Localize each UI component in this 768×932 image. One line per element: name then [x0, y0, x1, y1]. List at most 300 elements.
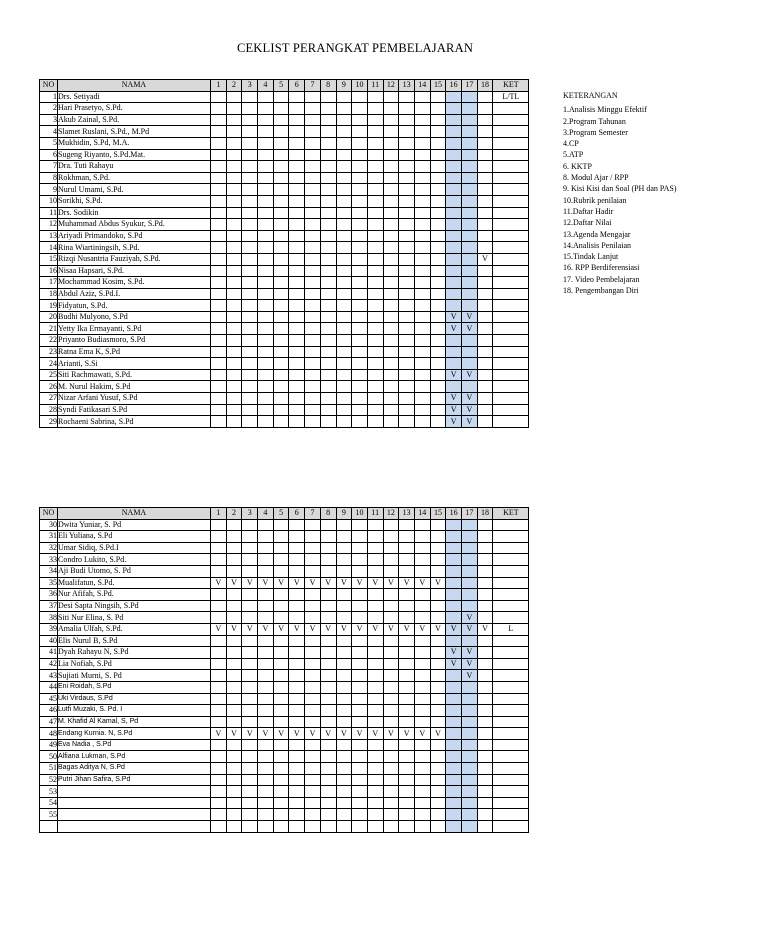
check-cell: [336, 797, 352, 809]
check-cell: [226, 647, 242, 659]
check-cell: [258, 774, 274, 786]
check-cell: [430, 230, 446, 242]
check-cell: [352, 681, 368, 693]
table-row: [40, 335, 529, 347]
check-cell: [414, 253, 430, 265]
check-cell: [430, 219, 446, 231]
col-header-2: 2: [226, 80, 242, 92]
col-header-5: 5: [273, 80, 289, 92]
check-cell: [289, 763, 305, 775]
check-cell: [462, 635, 478, 647]
check-cell: [414, 230, 430, 242]
check-mark: V: [462, 670, 478, 682]
ket-cell: [493, 288, 529, 300]
check-cell: [289, 809, 305, 821]
check-cell: [430, 821, 446, 833]
check-cell: [336, 393, 352, 405]
check-cell: [336, 346, 352, 358]
check-cell: [430, 207, 446, 219]
check-cell: [446, 739, 462, 751]
check-cell: [226, 346, 242, 358]
table-row: [40, 207, 529, 219]
check-cell: [258, 797, 274, 809]
check-cell: [336, 751, 352, 763]
check-cell: [211, 346, 227, 358]
check-cell: [336, 416, 352, 428]
check-cell: [367, 103, 383, 115]
teacher-name: Yetty Ika Ermayanti, S.Pd: [58, 323, 211, 335]
check-cell: [289, 693, 305, 705]
check-cell: [352, 416, 368, 428]
check-cell: [399, 763, 415, 775]
ket-cell: [493, 230, 529, 242]
check-cell: [446, 600, 462, 612]
col-header-4: 4: [258, 80, 274, 92]
check-cell: [289, 161, 305, 173]
check-cell: [352, 612, 368, 624]
check-cell: [336, 589, 352, 601]
check-mark: V: [399, 623, 415, 635]
check-cell: [399, 358, 415, 370]
check-cell: [414, 172, 430, 184]
check-cell: [446, 531, 462, 543]
check-cell: [367, 126, 383, 138]
check-mark: V: [336, 728, 352, 740]
check-cell: [336, 658, 352, 670]
check-cell: [336, 311, 352, 323]
check-cell: [336, 647, 352, 659]
check-mark: V: [446, 416, 462, 428]
check-cell: [289, 149, 305, 161]
check-cell: [289, 323, 305, 335]
check-cell: [258, 323, 274, 335]
check-mark: V: [242, 623, 258, 635]
ket-cell: [493, 195, 529, 207]
check-cell: [414, 600, 430, 612]
check-cell: [352, 126, 368, 138]
check-cell: [399, 172, 415, 184]
row-number: 13: [40, 230, 58, 242]
check-cell: [399, 542, 415, 554]
check-cell: [273, 358, 289, 370]
check-cell: [242, 242, 258, 254]
check-cell: [273, 103, 289, 115]
check-mark: V: [477, 623, 493, 635]
ket-cell: [493, 381, 529, 393]
check-mark: V: [430, 577, 446, 589]
check-cell: [305, 531, 321, 543]
table-row: [40, 821, 529, 833]
check-cell: [446, 381, 462, 393]
check-cell: [430, 91, 446, 103]
row-number: 7: [40, 161, 58, 173]
check-cell: [477, 114, 493, 126]
teacher-name: Fidyatun, S.Pd.: [58, 300, 211, 312]
check-cell: [477, 612, 493, 624]
check-cell: [462, 265, 478, 277]
check-cell: [462, 797, 478, 809]
check-cell: [305, 195, 321, 207]
check-cell: [367, 797, 383, 809]
check-cell: [320, 230, 336, 242]
check-cell: [320, 600, 336, 612]
check-cell: [399, 404, 415, 416]
check-cell: [242, 369, 258, 381]
check-cell: [320, 404, 336, 416]
ket-cell: L/TL: [493, 91, 529, 103]
check-cell: [320, 311, 336, 323]
ket-cell: [493, 554, 529, 566]
check-cell: [273, 705, 289, 717]
row-number: 34: [40, 565, 58, 577]
check-cell: [352, 797, 368, 809]
check-cell: [211, 554, 227, 566]
check-cell: [211, 184, 227, 196]
teacher-name: Dyah Rahayu N, S.Pd: [58, 647, 211, 659]
check-cell: [336, 207, 352, 219]
ket-cell: [493, 716, 529, 728]
row-number: 1: [40, 91, 58, 103]
check-cell: [258, 531, 274, 543]
check-cell: [226, 693, 242, 705]
check-cell: [446, 519, 462, 531]
row-number: 40: [40, 635, 58, 647]
check-cell: [477, 288, 493, 300]
table-row: [40, 381, 529, 393]
table-row: [40, 728, 529, 740]
check-cell: [399, 103, 415, 115]
check-cell: [258, 635, 274, 647]
table-row: [40, 195, 529, 207]
check-cell: [211, 242, 227, 254]
check-cell: [352, 195, 368, 207]
check-cell: [305, 335, 321, 347]
check-cell: [242, 786, 258, 798]
check-cell: [258, 565, 274, 577]
check-cell: [273, 288, 289, 300]
teacher-name: Ratna Ema K, S.Pd: [58, 346, 211, 358]
check-cell: [226, 288, 242, 300]
check-cell: [462, 821, 478, 833]
teacher-name: Sugeng Riyanto, S.Pd.Mat.: [58, 149, 211, 161]
col-header-17: 17: [462, 80, 478, 92]
table-row: [40, 589, 529, 601]
check-cell: [242, 137, 258, 149]
check-cell: [414, 716, 430, 728]
teacher-name: Condro Lukito, S.Pd.: [58, 554, 211, 566]
check-cell: [258, 554, 274, 566]
check-cell: [414, 91, 430, 103]
check-cell: [258, 612, 274, 624]
check-cell: [399, 184, 415, 196]
check-cell: [352, 230, 368, 242]
check-cell: [289, 277, 305, 289]
check-cell: [211, 358, 227, 370]
check-mark: V: [446, 393, 462, 405]
col-header-12: 12: [383, 80, 399, 92]
check-cell: [352, 369, 368, 381]
check-cell: [336, 172, 352, 184]
check-cell: [242, 716, 258, 728]
check-cell: [211, 658, 227, 670]
row-number: 29: [40, 416, 58, 428]
check-cell: [305, 207, 321, 219]
check-cell: [367, 716, 383, 728]
check-cell: [336, 300, 352, 312]
check-cell: [336, 323, 352, 335]
check-cell: [289, 195, 305, 207]
legend-item: 3.Program Semester: [563, 127, 628, 137]
legend-heading: KETERANGAN: [563, 91, 618, 100]
check-cell: [289, 114, 305, 126]
check-cell: [430, 763, 446, 775]
table-row: [40, 149, 529, 161]
check-cell: [462, 161, 478, 173]
check-cell: [367, 681, 383, 693]
check-cell: [258, 91, 274, 103]
check-cell: [273, 300, 289, 312]
check-cell: [477, 242, 493, 254]
check-cell: [242, 207, 258, 219]
check-cell: [226, 265, 242, 277]
check-mark: V: [367, 577, 383, 589]
teacher-name: Rina Wiartiningsih, S.Pd.: [58, 242, 211, 254]
check-cell: [305, 416, 321, 428]
check-cell: [430, 786, 446, 798]
check-cell: [242, 774, 258, 786]
check-cell: [477, 358, 493, 370]
col-header-11: 11: [367, 80, 383, 92]
check-cell: [367, 705, 383, 717]
check-cell: [242, 300, 258, 312]
col-header-ket: KET: [493, 80, 529, 92]
row-number: 55: [40, 809, 58, 821]
check-cell: [414, 311, 430, 323]
check-cell: [414, 751, 430, 763]
check-cell: [414, 705, 430, 717]
row-number: 51: [40, 763, 58, 775]
check-cell: [446, 288, 462, 300]
check-mark: V: [462, 311, 478, 323]
check-cell: [211, 172, 227, 184]
check-cell: [273, 600, 289, 612]
check-cell: [336, 693, 352, 705]
check-cell: [430, 751, 446, 763]
row-number: 10: [40, 195, 58, 207]
legend-item: 13.Agenda Mengajar: [563, 229, 631, 239]
check-cell: [462, 577, 478, 589]
check-mark: V: [305, 623, 321, 635]
check-cell: [446, 242, 462, 254]
check-cell: [211, 277, 227, 289]
row-number: 27: [40, 393, 58, 405]
check-cell: [273, 751, 289, 763]
check-cell: [477, 161, 493, 173]
check-cell: [414, 277, 430, 289]
ket-cell: [493, 242, 529, 254]
check-cell: [320, 681, 336, 693]
check-cell: [305, 323, 321, 335]
check-cell: [242, 589, 258, 601]
check-cell: [305, 277, 321, 289]
table-row: [40, 161, 529, 173]
check-cell: [414, 565, 430, 577]
check-cell: [226, 681, 242, 693]
teacher-name: [58, 809, 211, 821]
check-cell: [258, 358, 274, 370]
table-row: [40, 91, 529, 103]
check-cell: [320, 369, 336, 381]
ket-cell: [493, 670, 529, 682]
check-cell: [352, 277, 368, 289]
check-cell: [289, 346, 305, 358]
check-cell: [446, 589, 462, 601]
col-header-13: 13: [399, 80, 415, 92]
check-cell: [462, 346, 478, 358]
check-cell: [305, 149, 321, 161]
check-cell: [289, 821, 305, 833]
check-cell: [320, 635, 336, 647]
check-cell: [383, 103, 399, 115]
check-cell: [226, 195, 242, 207]
teacher-name: Abdul Aziz, S.Pd.I.: [58, 288, 211, 300]
check-cell: [414, 346, 430, 358]
check-cell: [383, 265, 399, 277]
check-mark: V: [383, 728, 399, 740]
check-cell: [462, 809, 478, 821]
check-cell: [367, 612, 383, 624]
teacher-name: Putri Jihan Safira, S.Pd: [58, 774, 211, 786]
check-cell: [367, 265, 383, 277]
col-header-16: 16: [446, 80, 462, 92]
row-number: 6: [40, 149, 58, 161]
check-cell: [289, 358, 305, 370]
check-cell: [226, 797, 242, 809]
table-row: [40, 739, 529, 751]
col-header-4: 4: [258, 508, 274, 520]
check-cell: [258, 716, 274, 728]
check-cell: [336, 600, 352, 612]
check-cell: [399, 300, 415, 312]
check-cell: [399, 381, 415, 393]
check-cell: [352, 335, 368, 347]
ket-cell: [493, 542, 529, 554]
ket-cell: [493, 647, 529, 659]
check-cell: [289, 265, 305, 277]
check-mark: V: [446, 369, 462, 381]
check-cell: [226, 335, 242, 347]
check-cell: [305, 253, 321, 265]
row-number: 49: [40, 739, 58, 751]
check-cell: [226, 114, 242, 126]
check-cell: [273, 137, 289, 149]
check-cell: [258, 589, 274, 601]
check-cell: [258, 126, 274, 138]
table-row: [40, 346, 529, 358]
check-cell: [242, 172, 258, 184]
check-cell: [383, 612, 399, 624]
check-cell: [446, 346, 462, 358]
check-cell: [462, 739, 478, 751]
check-cell: [336, 253, 352, 265]
check-cell: [367, 393, 383, 405]
teacher-name: M. Nurul Hakim, S.Pd: [58, 381, 211, 393]
check-cell: [242, 531, 258, 543]
check-cell: [211, 149, 227, 161]
table-row: [40, 404, 529, 416]
legend-item: 14.Analisis Penilaian: [563, 240, 631, 250]
teacher-name: Rizqi Nusantria Fauziyah, S.Pd.: [58, 253, 211, 265]
check-cell: [430, 311, 446, 323]
check-cell: [305, 670, 321, 682]
check-cell: [399, 230, 415, 242]
check-cell: [242, 277, 258, 289]
check-cell: [320, 335, 336, 347]
check-cell: [430, 716, 446, 728]
check-cell: [477, 577, 493, 589]
check-cell: [430, 635, 446, 647]
check-cell: [336, 821, 352, 833]
check-cell: [258, 230, 274, 242]
check-cell: [367, 161, 383, 173]
check-cell: [273, 565, 289, 577]
check-cell: [305, 358, 321, 370]
check-cell: [446, 751, 462, 763]
check-cell: [258, 381, 274, 393]
check-cell: [336, 786, 352, 798]
teacher-name: Endang Kurnia. N, S.Pd: [58, 728, 211, 740]
row-number: 18: [40, 288, 58, 300]
check-cell: [383, 600, 399, 612]
check-cell: [352, 184, 368, 196]
check-cell: [446, 358, 462, 370]
check-cell: [211, 323, 227, 335]
check-cell: [352, 311, 368, 323]
check-cell: [258, 519, 274, 531]
check-cell: [336, 554, 352, 566]
row-number: 25: [40, 369, 58, 381]
ket-cell: [493, 207, 529, 219]
check-cell: [477, 751, 493, 763]
check-cell: [258, 681, 274, 693]
check-cell: [258, 300, 274, 312]
check-cell: [211, 137, 227, 149]
check-cell: [383, 323, 399, 335]
check-cell: [399, 565, 415, 577]
ket-cell: [493, 346, 529, 358]
check-cell: [414, 774, 430, 786]
check-cell: [367, 149, 383, 161]
ket-cell: [493, 219, 529, 231]
check-cell: [258, 404, 274, 416]
table-row: [40, 577, 529, 589]
check-cell: [462, 786, 478, 798]
check-cell: [399, 114, 415, 126]
check-cell: [399, 670, 415, 682]
check-cell: [258, 161, 274, 173]
row-number: 15: [40, 253, 58, 265]
col-header-nama: NAMA: [58, 80, 211, 92]
check-cell: [320, 739, 336, 751]
check-cell: [399, 647, 415, 659]
check-mark: V: [462, 404, 478, 416]
check-cell: [383, 589, 399, 601]
check-cell: [383, 207, 399, 219]
table-row: [40, 763, 529, 775]
check-cell: [305, 311, 321, 323]
legend-item: 2.Program Tahunan: [563, 116, 626, 126]
check-mark: V: [305, 728, 321, 740]
